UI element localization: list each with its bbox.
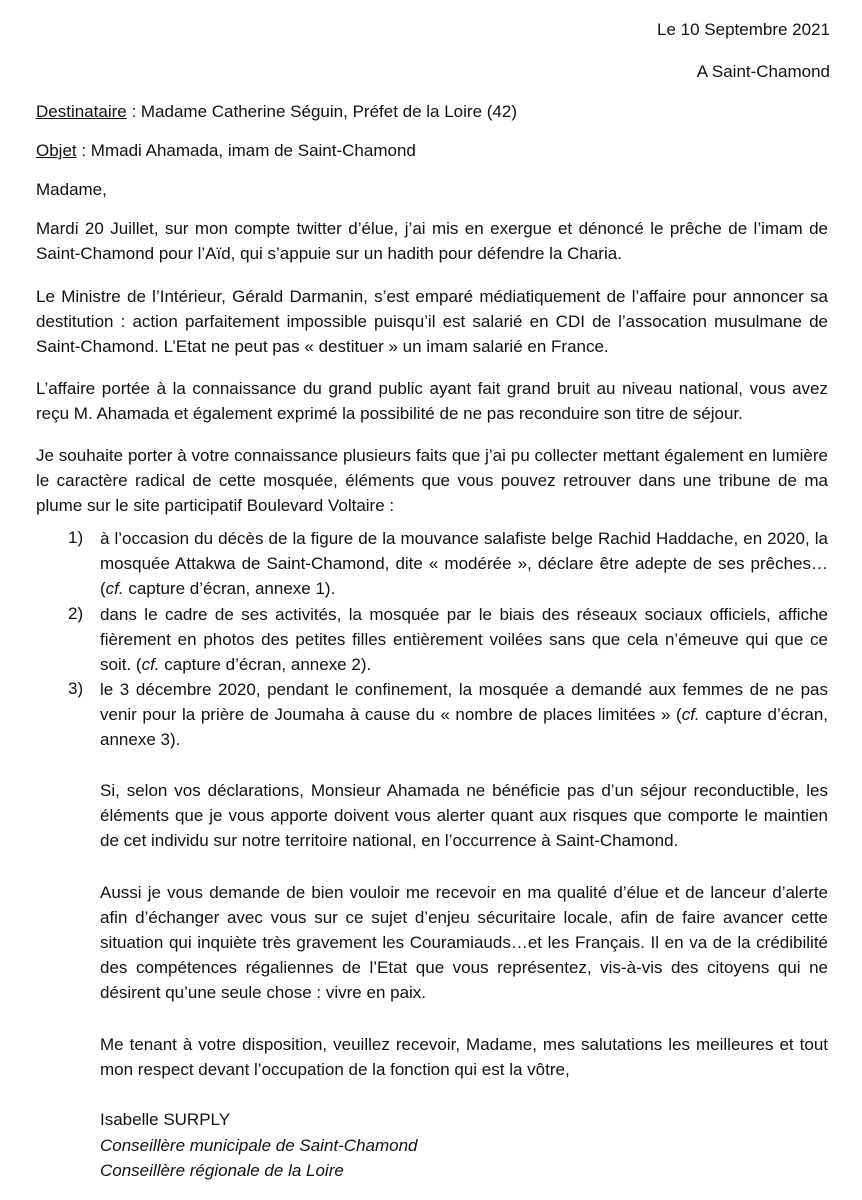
closing-paragraph: Me tenant à votre disposition, veuillez recevoir, Madame, mes salutations les meilleures et tout mon respect devant l’occupation de la fonction qui est la vôtre, (100, 1035, 828, 1079)
fact-item (100, 677, 828, 752)
fact-cf: cf. (681, 705, 700, 724)
signature-title2: Conseillère régionale de la Loire (100, 1161, 344, 1180)
closing-paragraph: Aussi je vous demande de bien vouloir me recevoir en ma qualité d’élue et de lanceur d’alerte afin d’échanger avec vous sur ce sujet d’enjeu sécuritaire locale, afin de faire avancer cette situation qui inquiète très gravement les Couramiauds…et les Français. Il en va de la crédibilité des compétences régaliennes de l’Etat que vous représentez, vis-à-vis des citoyens qui ne désirent qu’une seule chose : vivre en paix. (100, 883, 828, 1002)
fact-cf: cf. (105, 579, 124, 598)
fact-cf: cf. (141, 655, 160, 674)
fact-text: dans le cadre de ses activités, la mosquée par le biais des réseaux sociaux officiels, affiche fièrement en photos des petites filles entièrement voilées sans que cela n’émeuve qui que ce soit. ( (100, 605, 828, 674)
paragraph: Le Ministre de l’Intérieur, Gérald Darmanin, s’est emparé médiatiquement de l’affaire pour annoncer sa destitution : action parfaitement impossible puisqu’il est salarié en CDI de l’assocation musulmane de Saint-Chamond. L’Etat ne peut pas « destituer » un imam salarié en France. (36, 287, 828, 356)
paragraph: Mardi 20 Juillet, sur mon compte twitter d’élue, j’ai mis en exergue et dénoncé le prêche de l’imam de Saint-Chamond pour l’Aïd, qui s’appuie sur un hadith pour défendre la Charia. (36, 219, 828, 263)
signature-title (100, 1133, 418, 1158)
fact-number: 1) (68, 528, 84, 547)
fact-after: capture d’écran, annexe 2). (159, 655, 372, 674)
fact-number: 3) (68, 679, 84, 698)
fact-item (100, 602, 828, 677)
closing-paragraph: Si, selon vos déclarations, Monsieur Ahamada ne bénéficie pas d’un séjour reconductible, les éléments que je vous apporte doivent vous alerter quant aux risques que comporte le maintien de cet individu sur notre territoire national, en l’occurrence à Saint-Chamond. (100, 781, 828, 850)
signature-title (100, 1158, 344, 1183)
fact-item (100, 526, 828, 601)
letter-date: Le 10 Septembre 2021 (657, 20, 830, 39)
fact-after: capture d’écran, annexe 1). (123, 579, 336, 598)
recipient-line (36, 102, 517, 122)
fact-number: 2) (68, 604, 84, 623)
subject-label: Objet (36, 141, 77, 160)
fact-after: capture d’écran, annexe 3). (100, 705, 828, 749)
subject-line (36, 141, 416, 161)
paragraph: L’affaire portée à la connaissance du grand public ayant fait grand bruit au niveau national, vous avez reçu M. Ahamada et également exprimé la possibilité de ne pas reconduire son titre de séjour. (36, 379, 828, 423)
recipient-value: : Madame Catherine Séguin, Préfet de la Loire (42) (126, 102, 517, 121)
salutation: Madame, (36, 180, 107, 199)
paragraph: Je souhaite porter à votre connaissance plusieurs faits que j’ai pu collecter mettant également en lumière le caractère radical de cette mosquée, éléments que vous pouvez retrouver dans une tribune de ma plume sur le site participatif Boulevard Voltaire : (36, 446, 828, 515)
signature-name: Isabelle SURPLY (100, 1110, 231, 1129)
recipient-label: Destinataire (36, 102, 127, 121)
subject-value: : Mmadi Ahamada, imam de Saint-Chamond (76, 141, 416, 160)
signature-title1: Conseillère municipale de Saint-Chamond (100, 1136, 418, 1155)
fact-text: le 3 décembre 2020, pendant le confinement, la mosquée a demandé aux femmes de ne pas venir pour la prière de Joumaha à cause du « nombre de places limitées » ( (100, 680, 828, 724)
fact-text: à l’occasion du décès de la figure de la mouvance salafiste belge Rachid Haddache, en 2020, la mosquée Attakwa de Saint-Chamond, dite « modérée », déclare être adepte de ses prêches… ( (100, 529, 828, 598)
letter-place: A Saint-Chamond (696, 62, 830, 81)
